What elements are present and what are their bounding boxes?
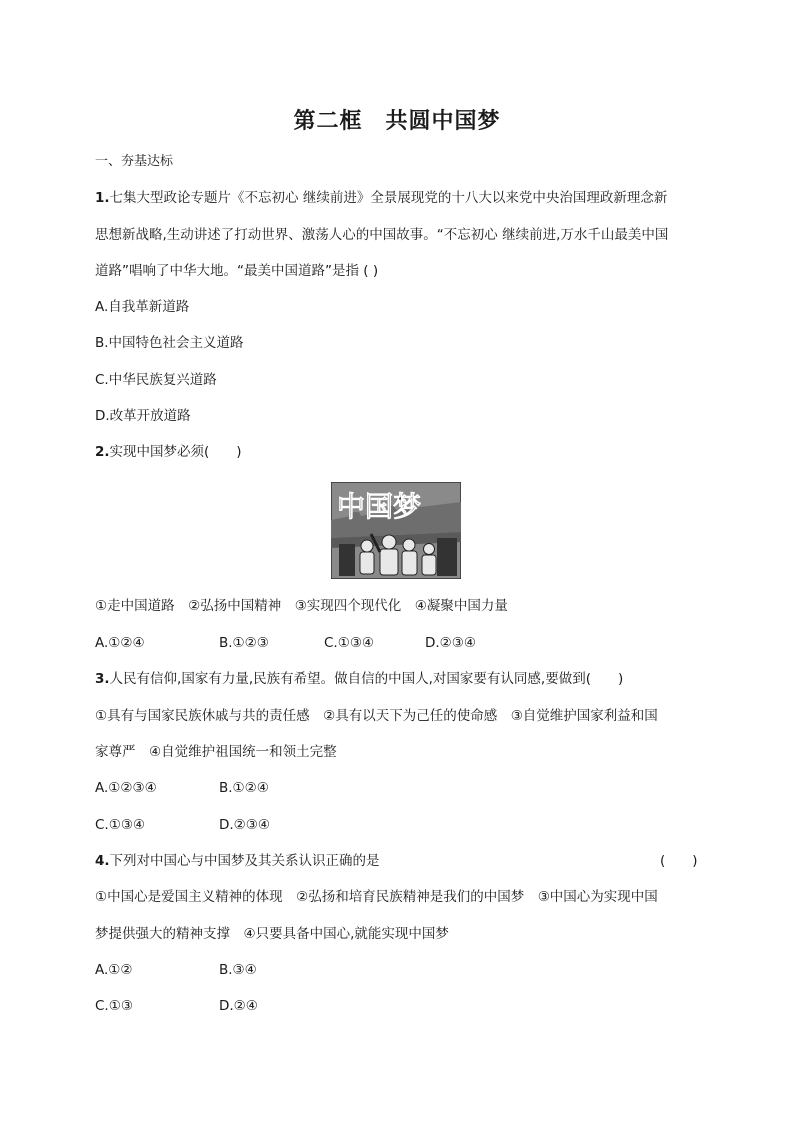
option-b: B.③④ [219, 962, 257, 978]
question-1-line-1 [95, 188, 667, 208]
option-d: D.②③④ [425, 635, 476, 651]
question-4-statements-line-1: ①中国心是爱国主义精神的体现 ②弘扬和培育民族精神是我们的中国梦 ③中国心为实现中国 [95, 889, 658, 905]
question-4-statements-line-2: 梦提供强大的精神支撑 ④只要具备中国心,就能实现中国梦 [95, 926, 449, 942]
page-title: 第二框 共圆中国梦 [293, 108, 501, 134]
question-3-stem-line [95, 669, 623, 689]
question-stem: 实现中国梦必须( ) [109, 444, 242, 460]
option-d: D.②④ [219, 998, 258, 1014]
question-number: 1. [95, 190, 110, 206]
question-stem: 七集大型政论专题片《不忘初心 继续前进》全景展现党的十八大以来党中央治国理政新理念新 [109, 190, 668, 206]
question-3-statements-line-1: ①具有与国家民族休戚与共的责任感 ②具有以天下为己任的使命感 ③自觉维护国家利益和国 [95, 708, 658, 724]
answer-blank: ( ) [660, 853, 698, 869]
question-2-stem-line [95, 442, 242, 462]
question-stem: 人民有信仰,国家有力量,民族有希望。做自信的中国人,对国家要有认同感,要做到( ) [109, 671, 624, 687]
option-a: A.①②④ [95, 635, 145, 651]
option-c: C.①③④ [95, 817, 146, 833]
question-1-line-2: 思想新战略,生动讲述了打动世界、激荡人心的中国故事。“不忘初心 继续前进,万水千山最美中国 [95, 227, 669, 243]
option-c: C.①③ [95, 998, 133, 1014]
option-c: C.中华民族复兴道路 [95, 372, 217, 388]
option-b: B.中国特色社会主义道路 [95, 335, 244, 351]
option-a: A.①②③④ [95, 780, 157, 796]
option-d: D.改革开放道路 [95, 408, 191, 424]
option-c: C.①③④ [324, 635, 375, 651]
question-1-line-3: 道路”唱响了中华大地。“最美中国道路”是指 ( ) [95, 263, 379, 279]
chinese-dream-illustration [331, 482, 461, 579]
option-b: B.①②④ [219, 780, 269, 796]
option-a: A.①② [95, 962, 133, 978]
calligraphy-text [337, 490, 421, 523]
question-4-stem-line [95, 851, 380, 871]
svg-text:中国梦: 中国梦 [337, 490, 422, 523]
option-b: B.①②③ [219, 635, 269, 651]
question-number: 2. [95, 444, 110, 460]
question-3-statements-line-2: 家尊严 ④自觉维护祖国统一和领土完整 [95, 744, 337, 760]
question-number: 3. [95, 671, 110, 687]
question-2-statements: ①走中国道路 ②弘扬中国精神 ③实现四个现代化 ④凝聚中国力量 [95, 598, 508, 614]
section-heading: 一、夯基达标 [95, 154, 174, 169]
option-d: D.②③④ [219, 817, 270, 833]
option-a: A.自我革新道路 [95, 299, 190, 315]
question-stem: 下列对中国心与中国梦及其关系认识正确的是 [109, 853, 380, 869]
question-number: 4. [95, 853, 110, 869]
